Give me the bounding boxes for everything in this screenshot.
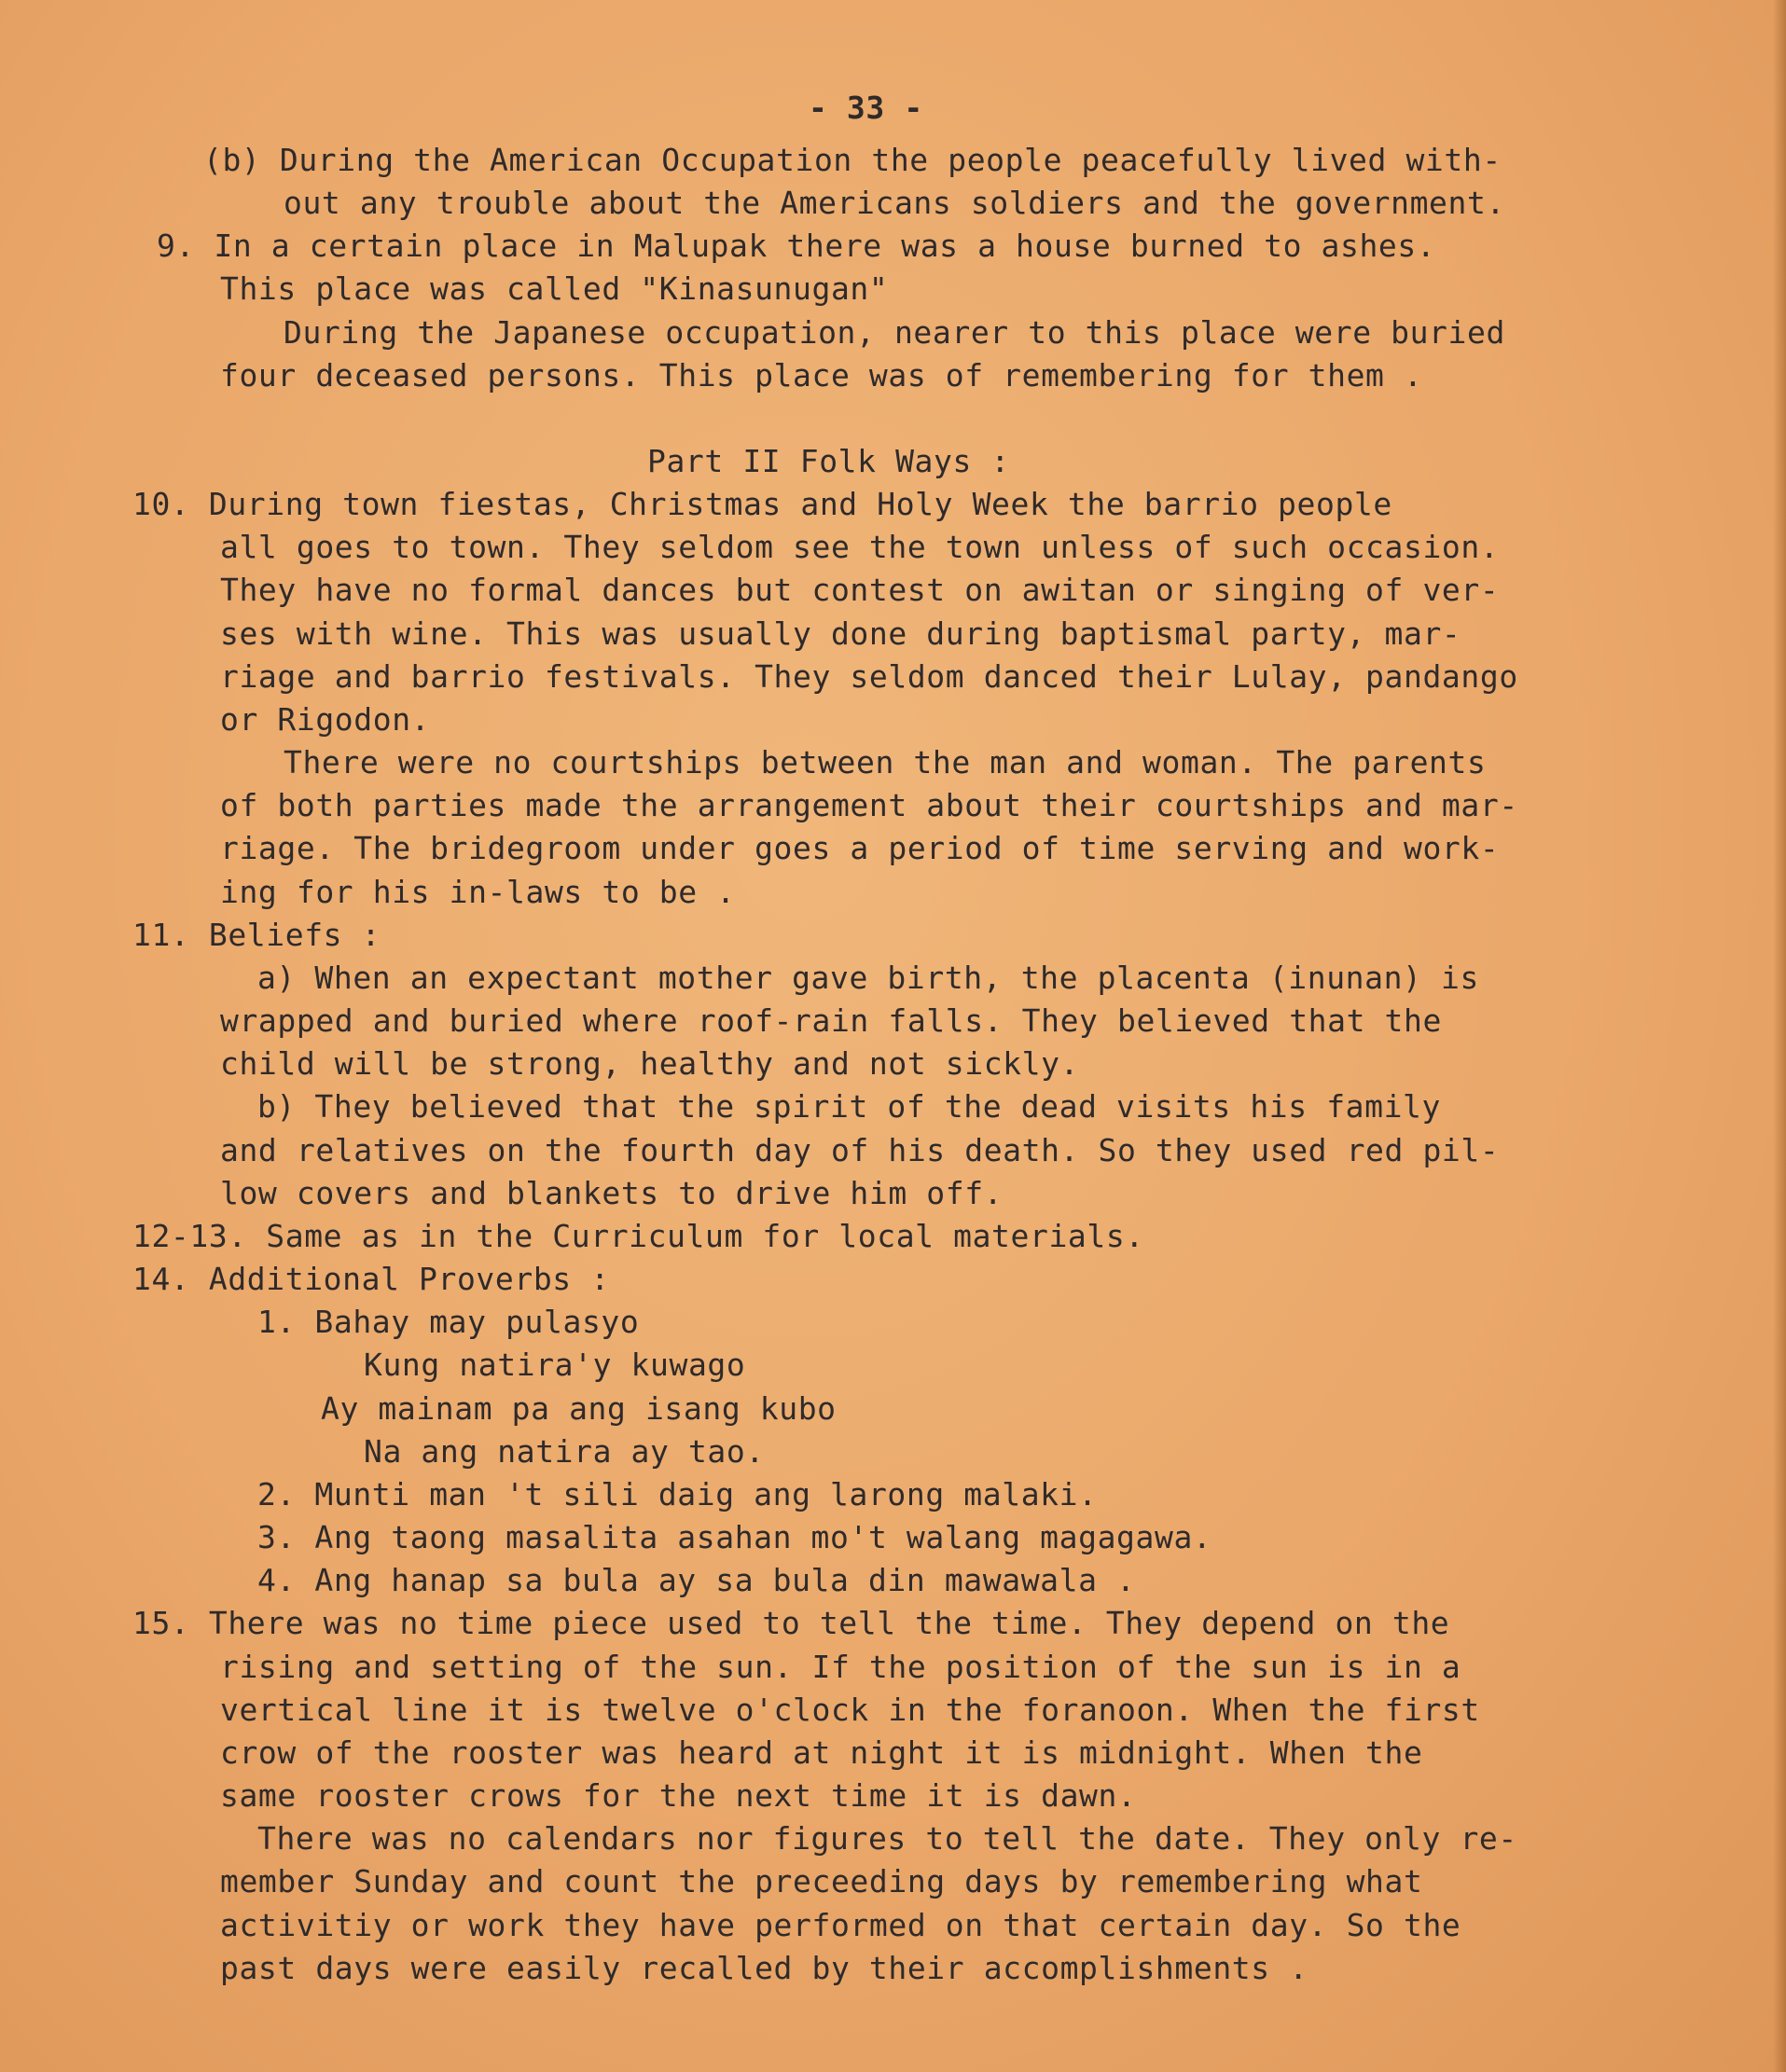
text-line: same rooster crows for the next time it is dawn.	[220, 1777, 1137, 1814]
text-line: riage and barrio festivals. They seldom danced their Lulay, pandango	[220, 658, 1518, 695]
text-line: four deceased persons. This place was of remembering for them .	[220, 357, 1423, 394]
text-line: past days were easily recalled by their accomplishments .	[220, 1950, 1308, 1986]
text-line: a) When an expectant mother gave birth, the placenta (inunan) is	[257, 960, 1479, 996]
section-heading: 14. Additional Proverbs :	[132, 1261, 610, 1297]
text-line: all goes to town. They seldom see the town unless of such occasion.	[220, 529, 1500, 565]
text-line: (b) During the American Occupation the people peacefully lived with-	[203, 142, 1502, 178]
text-line: There were no courtships between the man and woman. The parents	[284, 744, 1487, 780]
text-line: vertical line it is twelve o'clock in the foranoon. When the first	[220, 1692, 1480, 1728]
text-line: b) They believed that the spirit of the dead visits his family	[257, 1088, 1441, 1125]
text-line: There was no calendars nor figures to tell the date. They only re-	[257, 1820, 1517, 1857]
text-line: and relatives on the fourth day of his death. So they used red pil-	[220, 1132, 1500, 1168]
text-line: child will be strong, healthy and not sickly.	[220, 1045, 1080, 1082]
proverb-line: 4. Ang hanap sa bula ay sa bula din mawawala .	[257, 1562, 1136, 1598]
text-line: 10. During town fiestas, Christmas and Holy Week the barrio people	[132, 486, 1392, 522]
text-line: During the Japanese occupation, nearer to this place were buried	[284, 314, 1505, 351]
proverb-line: Kung natira'y kuwago	[364, 1347, 746, 1383]
text-line: rising and setting of the sun. If the position of the sun is in a	[220, 1649, 1461, 1685]
text-line: 12-13. Same as in the Curriculum for local materials.	[132, 1218, 1144, 1254]
text-line: or Rigodon.	[220, 701, 431, 738]
text-line: activitiy or work they have performed on that certain day. So the	[220, 1907, 1461, 1943]
text-line: They have no formal dances but contest on awitan or singing of ver-	[220, 572, 1500, 608]
page-number: - 33 -	[809, 90, 923, 126]
text-line: member Sunday and count the preceeding days by remembering what	[220, 1863, 1423, 1899]
proverb-line: 2. Munti man 't sili daig ang larong malaki.	[257, 1476, 1098, 1513]
text-line: out any trouble about the Americans soldiers and the government.	[284, 185, 1505, 221]
text-line: wrapped and buried where roof-rain falls. They believed that the	[220, 1002, 1442, 1039]
proverb-line: 3. Ang taong masalita asahan mo't walang magagawa.	[257, 1519, 1212, 1555]
proverb-line: Ay mainam pa ang isang kubo	[321, 1390, 837, 1427]
text-line: riage. The bridegroom under goes a period of time serving and work-	[220, 830, 1500, 866]
text-line: of both parties made the arrangement about their courtships and mar-	[220, 787, 1518, 823]
text-line: ses with wine. This was usually done during baptismal party, mar-	[220, 615, 1461, 652]
text-line: ing for his in-laws to be .	[220, 874, 736, 910]
text-line: low covers and blankets to drive him off.	[220, 1175, 1004, 1211]
proverb-line: Na ang natira ay tao.	[364, 1433, 765, 1470]
text-line: 9. In a certain place in Malupak there was a house burned to ashes.	[157, 228, 1436, 264]
page-edge-shadow	[1773, 0, 1786, 2072]
text-line: crow of the rooster was heard at night it is midnight. When the	[220, 1734, 1423, 1771]
section-heading: Part II Folk Ways :	[647, 443, 1010, 479]
text-line: This place was called "Kinasunugan"	[220, 270, 889, 307]
section-heading: 11. Beliefs :	[132, 917, 381, 953]
proverb-line: 1. Bahay may pulasyo	[257, 1304, 640, 1340]
text-line: 15. There was no time piece used to tell the time. They depend on the	[132, 1605, 1450, 1641]
